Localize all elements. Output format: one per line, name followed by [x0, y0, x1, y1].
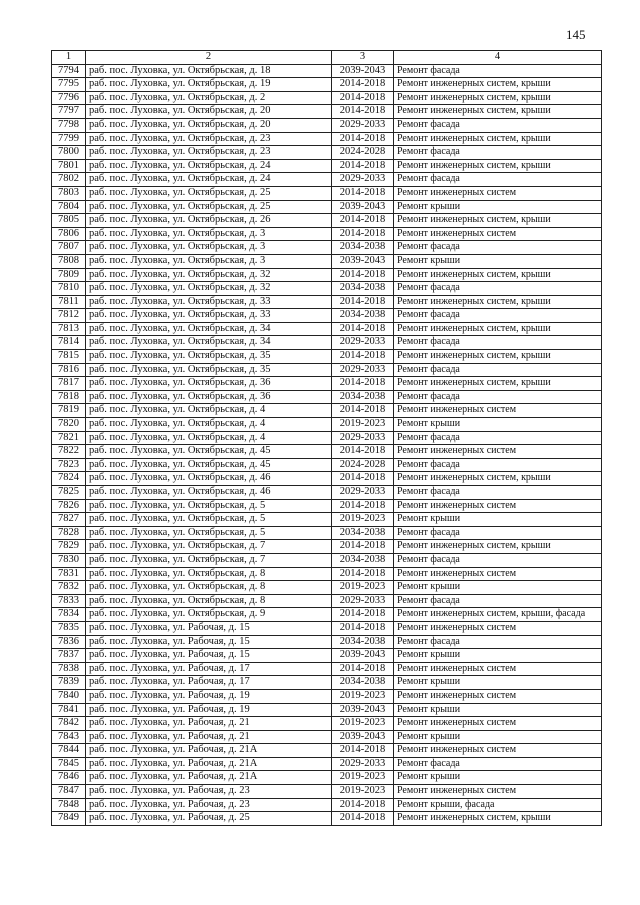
row-period: 2014-2018: [332, 798, 394, 812]
table-row: [52, 812, 602, 826]
row-number: 7817: [52, 377, 86, 391]
row-number: 7816: [52, 363, 86, 377]
table-row: [52, 200, 602, 214]
row-period: 2014-2018: [332, 377, 394, 391]
row-work-type: Ремонт фасада: [394, 390, 602, 404]
row-work-type: Ремонт фасада: [394, 241, 602, 255]
table-row: [52, 159, 602, 173]
row-address: раб. пос. Луховка, ул. Октябрьская, д. 19: [86, 78, 332, 92]
row-number: 7798: [52, 118, 86, 132]
table-row: [52, 581, 602, 595]
row-work-type: Ремонт фасада: [394, 594, 602, 608]
row-address: раб. пос. Луховка, ул. Октябрьская, д. 4: [86, 431, 332, 445]
row-period: 2029-2033: [332, 594, 394, 608]
row-period: 2014-2018: [332, 499, 394, 513]
row-work-type: Ремонт инженерных систем, крыши: [394, 91, 602, 105]
row-work-type: Ремонт инженерных систем, крыши: [394, 78, 602, 92]
row-address: раб. пос. Луховка, ул. Рабочая, д. 21: [86, 717, 332, 731]
row-work-type: Ремонт крыши: [394, 581, 602, 595]
table-row: [52, 390, 602, 404]
row-period: 2019-2023: [332, 513, 394, 527]
row-number: 7843: [52, 730, 86, 744]
row-work-type: Ремонт инженерных систем, крыши: [394, 377, 602, 391]
row-address: раб. пос. Луховка, ул. Октябрьская, д. 18: [86, 64, 332, 78]
row-address: раб. пос. Луховка, ул. Октябрьская, д. 33: [86, 309, 332, 323]
row-number: 7827: [52, 513, 86, 527]
table-row: [52, 377, 602, 391]
row-number: 7821: [52, 431, 86, 445]
row-work-type: Ремонт инженерных систем, крыши: [394, 350, 602, 364]
table-row: [52, 404, 602, 418]
row-work-type: Ремонт фасада: [394, 431, 602, 445]
row-period: 2029-2033: [332, 363, 394, 377]
table-row: [52, 486, 602, 500]
table-row: [52, 309, 602, 323]
table-row: [52, 295, 602, 309]
row-address: раб. пос. Луховка, ул. Рабочая, д. 19: [86, 703, 332, 717]
table-row: [52, 635, 602, 649]
row-address: раб. пос. Луховка, ул. Октябрьская, д. 7: [86, 553, 332, 567]
row-period: 2019-2023: [332, 771, 394, 785]
row-address: раб. пос. Луховка, ул. Октябрьская, д. 32: [86, 282, 332, 296]
row-period: 2014-2018: [332, 105, 394, 119]
row-number: 7841: [52, 703, 86, 717]
row-work-type: Ремонт фасада: [394, 486, 602, 500]
row-number: 7844: [52, 744, 86, 758]
row-address: раб. пос. Луховка, ул. Октябрьская, д. 3: [86, 241, 332, 255]
row-address: раб. пос. Луховка, ул. Рабочая, д. 25: [86, 812, 332, 826]
row-period: 2014-2018: [332, 214, 394, 228]
row-period: 2029-2033: [332, 173, 394, 187]
row-period: 2034-2038: [332, 553, 394, 567]
row-number: 7839: [52, 676, 86, 690]
row-address: раб. пос. Луховка, ул. Октябрьская, д. 4: [86, 404, 332, 418]
row-period: 2014-2018: [332, 227, 394, 241]
header-col-address: 2: [86, 51, 332, 65]
row-number: 7846: [52, 771, 86, 785]
row-address: раб. пос. Луховка, ул. Октябрьская, д. 8: [86, 581, 332, 595]
row-number: 7811: [52, 295, 86, 309]
row-address: раб. пос. Луховка, ул. Октябрьская, д. 32: [86, 268, 332, 282]
row-address: раб. пос. Луховка, ул. Октябрьская, д. 2: [86, 91, 332, 105]
row-address: раб. пос. Луховка, ул. Рабочая, д. 21А: [86, 744, 332, 758]
table-row: [52, 567, 602, 581]
row-number: 7820: [52, 418, 86, 432]
table-row: [52, 173, 602, 187]
registry-table: [51, 50, 602, 826]
row-work-type: Ремонт инженерных систем: [394, 662, 602, 676]
row-number: 7813: [52, 322, 86, 336]
row-address: раб. пос. Луховка, ул. Октябрьская, д. 34: [86, 336, 332, 350]
header-col-work-type: 4: [394, 51, 602, 65]
row-work-type: Ремонт крыши: [394, 676, 602, 690]
row-period: 2019-2023: [332, 785, 394, 799]
row-address: раб. пос. Луховка, ул. Рабочая, д. 15: [86, 621, 332, 635]
row-period: 2014-2018: [332, 350, 394, 364]
table-row: [52, 282, 602, 296]
row-address: раб. пос. Луховка, ул. Октябрьская, д. 3: [86, 227, 332, 241]
row-address: раб. пос. Луховка, ул. Октябрьская, д. 46: [86, 472, 332, 486]
row-work-type: Ремонт инженерных систем, крыши: [394, 159, 602, 173]
table-row: [52, 540, 602, 554]
row-number: 7835: [52, 621, 86, 635]
row-number: 7845: [52, 757, 86, 771]
table-row: [52, 214, 602, 228]
row-number: 7831: [52, 567, 86, 581]
table-row: [52, 798, 602, 812]
row-work-type: Ремонт фасада: [394, 146, 602, 160]
row-work-type: Ремонт инженерных систем: [394, 567, 602, 581]
row-period: 2014-2018: [332, 78, 394, 92]
table-row: [52, 785, 602, 799]
row-work-type: Ремонт инженерных систем, крыши: [394, 812, 602, 826]
row-period: 2034-2038: [332, 390, 394, 404]
row-address: раб. пос. Луховка, ул. Октябрьская, д. 24: [86, 159, 332, 173]
row-work-type: Ремонт инженерных систем, крыши: [394, 132, 602, 146]
row-period: 2039-2043: [332, 200, 394, 214]
row-number: 7834: [52, 608, 86, 622]
row-address: раб. пос. Луховка, ул. Октябрьская, д. 23: [86, 132, 332, 146]
row-period: 2014-2018: [332, 567, 394, 581]
row-period: 2034-2038: [332, 635, 394, 649]
row-address: раб. пос. Луховка, ул. Октябрьская, д. 23: [86, 146, 332, 160]
table-row: [52, 771, 602, 785]
row-period: 2029-2033: [332, 431, 394, 445]
row-work-type: Ремонт крыши: [394, 254, 602, 268]
row-number: 7840: [52, 689, 86, 703]
row-address: раб. пос. Луховка, ул. Октябрьская, д. 26: [86, 214, 332, 228]
row-period: 2014-2018: [332, 132, 394, 146]
row-work-type: Ремонт крыши: [394, 200, 602, 214]
row-address: раб. пос. Луховка, ул. Октябрьская, д. 46: [86, 486, 332, 500]
table-header: [52, 51, 602, 65]
row-address: раб. пос. Луховка, ул. Октябрьская, д. 4: [86, 418, 332, 432]
row-work-type: Ремонт инженерных систем: [394, 717, 602, 731]
row-address: раб. пос. Луховка, ул. Октябрьская, д. 45: [86, 458, 332, 472]
row-work-type: Ремонт инженерных систем, крыши: [394, 295, 602, 309]
row-work-type: Ремонт инженерных систем, крыши: [394, 214, 602, 228]
row-period: 2014-2018: [332, 812, 394, 826]
table-row: [52, 186, 602, 200]
row-work-type: Ремонт фасада: [394, 553, 602, 567]
table-body: [52, 64, 602, 825]
row-work-type: Ремонт инженерных систем: [394, 785, 602, 799]
row-number: 7809: [52, 268, 86, 282]
table-row: [52, 744, 602, 758]
table-row: [52, 268, 602, 282]
row-work-type: Ремонт инженерных систем, крыши, фасада: [394, 608, 602, 622]
row-work-type: Ремонт инженерных систем: [394, 689, 602, 703]
row-number: 7823: [52, 458, 86, 472]
row-number: 7838: [52, 662, 86, 676]
row-number: 7849: [52, 812, 86, 826]
row-work-type: Ремонт крыши, фасада: [394, 798, 602, 812]
row-address: раб. пос. Луховка, ул. Рабочая, д. 17: [86, 662, 332, 676]
table-row: [52, 363, 602, 377]
row-work-type: Ремонт фасада: [394, 336, 602, 350]
row-work-type: Ремонт фасада: [394, 458, 602, 472]
row-period: 2014-2018: [332, 186, 394, 200]
row-address: раб. пос. Луховка, ул. Рабочая, д. 17: [86, 676, 332, 690]
row-number: 7814: [52, 336, 86, 350]
page-number: 145: [566, 27, 586, 42]
row-number: 7848: [52, 798, 86, 812]
table-row: [52, 227, 602, 241]
table-row: [52, 91, 602, 105]
row-period: 2029-2033: [332, 757, 394, 771]
row-number: 7805: [52, 214, 86, 228]
row-number: 7847: [52, 785, 86, 799]
row-period: 2034-2038: [332, 282, 394, 296]
table-row: [52, 676, 602, 690]
table-row: [52, 132, 602, 146]
row-work-type: Ремонт крыши: [394, 649, 602, 663]
row-period: 2029-2033: [332, 118, 394, 132]
row-work-type: Ремонт фасада: [394, 64, 602, 78]
row-address: раб. пос. Луховка, ул. Рабочая, д. 19: [86, 689, 332, 703]
table-row: [52, 499, 602, 513]
row-address: раб. пос. Луховка, ул. Октябрьская, д. 25: [86, 186, 332, 200]
row-work-type: Ремонт фасада: [394, 526, 602, 540]
row-work-type: Ремонт крыши: [394, 703, 602, 717]
row-period: 2024-2028: [332, 458, 394, 472]
row-number: 7829: [52, 540, 86, 554]
row-number: 7795: [52, 78, 86, 92]
header-col-period: 3: [332, 51, 394, 65]
row-period: 2014-2018: [332, 91, 394, 105]
row-address: раб. пос. Луховка, ул. Рабочая, д. 21А: [86, 771, 332, 785]
row-address: раб. пос. Луховка, ул. Октябрьская, д. 3: [86, 254, 332, 268]
row-work-type: Ремонт инженерных систем, крыши: [394, 322, 602, 336]
row-number: 7825: [52, 486, 86, 500]
row-period: 2034-2038: [332, 526, 394, 540]
row-number: 7802: [52, 173, 86, 187]
table-row: [52, 662, 602, 676]
table-row: [52, 146, 602, 160]
row-period: 2014-2018: [332, 540, 394, 554]
table-row: [52, 594, 602, 608]
row-number: 7822: [52, 445, 86, 459]
row-number: 7804: [52, 200, 86, 214]
row-number: 7836: [52, 635, 86, 649]
row-period: 2014-2018: [332, 268, 394, 282]
table-row: [52, 64, 602, 78]
row-period: 2014-2018: [332, 608, 394, 622]
row-period: 2034-2038: [332, 676, 394, 690]
row-work-type: Ремонт инженерных систем: [394, 186, 602, 200]
row-period: 2014-2018: [332, 621, 394, 635]
row-address: раб. пос. Луховка, ул. Октябрьская, д. 5: [86, 513, 332, 527]
row-number: 7828: [52, 526, 86, 540]
row-work-type: Ремонт крыши: [394, 418, 602, 432]
row-number: 7803: [52, 186, 86, 200]
row-period: 2039-2043: [332, 254, 394, 268]
row-number: 7800: [52, 146, 86, 160]
row-number: 7806: [52, 227, 86, 241]
header-row: [52, 51, 602, 65]
row-period: 2034-2038: [332, 309, 394, 323]
row-work-type: Ремонт фасада: [394, 282, 602, 296]
row-period: 2024-2028: [332, 146, 394, 160]
row-period: 2019-2023: [332, 689, 394, 703]
row-number: 7812: [52, 309, 86, 323]
row-number: 7815: [52, 350, 86, 364]
row-work-type: Ремонт фасада: [394, 173, 602, 187]
row-period: 2039-2043: [332, 64, 394, 78]
row-work-type: Ремонт инженерных систем, крыши: [394, 540, 602, 554]
row-number: 7818: [52, 390, 86, 404]
row-work-type: Ремонт инженерных систем: [394, 744, 602, 758]
row-address: раб. пос. Луховка, ул. Октябрьская, д. 8: [86, 594, 332, 608]
row-address: раб. пос. Луховка, ул. Октябрьская, д. 36: [86, 377, 332, 391]
row-work-type: Ремонт инженерных систем: [394, 445, 602, 459]
row-number: 7819: [52, 404, 86, 418]
row-number: 7797: [52, 105, 86, 119]
row-period: 2039-2043: [332, 703, 394, 717]
row-number: 7796: [52, 91, 86, 105]
row-work-type: Ремонт инженерных систем, крыши: [394, 472, 602, 486]
table-row: [52, 431, 602, 445]
table-row: [52, 513, 602, 527]
row-work-type: Ремонт инженерных систем: [394, 621, 602, 635]
header-col-number: 1: [52, 51, 86, 65]
row-address: раб. пос. Луховка, ул. Рабочая, д. 23: [86, 798, 332, 812]
row-number: 7799: [52, 132, 86, 146]
row-number: 7842: [52, 717, 86, 731]
table-row: [52, 689, 602, 703]
row-number: 7808: [52, 254, 86, 268]
row-work-type: Ремонт фасада: [394, 635, 602, 649]
row-address: раб. пос. Луховка, ул. Октябрьская, д. 5: [86, 499, 332, 513]
table-row: [52, 78, 602, 92]
row-address: раб. пос. Луховка, ул. Рабочая, д. 21: [86, 730, 332, 744]
row-number: 7833: [52, 594, 86, 608]
table-row: [52, 336, 602, 350]
row-number: 7832: [52, 581, 86, 595]
row-address: раб. пос. Луховка, ул. Рабочая, д. 15: [86, 649, 332, 663]
table-row: [52, 608, 602, 622]
row-period: 2029-2033: [332, 336, 394, 350]
row-number: 7801: [52, 159, 86, 173]
row-work-type: Ремонт крыши: [394, 771, 602, 785]
row-address: раб. пос. Луховка, ул. Октябрьская, д. 9: [86, 608, 332, 622]
row-work-type: Ремонт фасада: [394, 118, 602, 132]
row-number: 7837: [52, 649, 86, 663]
row-period: 2034-2038: [332, 241, 394, 255]
row-work-type: Ремонт инженерных систем, крыши: [394, 268, 602, 282]
row-address: раб. пос. Луховка, ул. Рабочая, д. 15: [86, 635, 332, 649]
row-period: 2014-2018: [332, 322, 394, 336]
table-row: [52, 254, 602, 268]
row-number: 7807: [52, 241, 86, 255]
row-address: раб. пос. Луховка, ул. Октябрьская, д. 8: [86, 567, 332, 581]
table-row: [52, 730, 602, 744]
table-row: [52, 649, 602, 663]
row-period: 2039-2043: [332, 649, 394, 663]
table-row: [52, 458, 602, 472]
row-work-type: Ремонт фасада: [394, 309, 602, 323]
row-address: раб. пос. Луховка, ул. Октябрьская, д. 20: [86, 118, 332, 132]
table-row: [52, 717, 602, 731]
row-number: 7810: [52, 282, 86, 296]
row-work-type: Ремонт фасада: [394, 757, 602, 771]
table-row: [52, 241, 602, 255]
row-address: раб. пос. Луховка, ул. Октябрьская, д. 34: [86, 322, 332, 336]
table-row: [52, 418, 602, 432]
row-work-type: Ремонт крыши: [394, 730, 602, 744]
row-period: 2014-2018: [332, 445, 394, 459]
table-row: [52, 105, 602, 119]
row-address: раб. пос. Луховка, ул. Октябрьская, д. 35: [86, 350, 332, 364]
table-row: [52, 757, 602, 771]
table-row: [52, 445, 602, 459]
table-row: [52, 703, 602, 717]
row-address: раб. пос. Луховка, ул. Октябрьская, д. 24: [86, 173, 332, 187]
row-period: 2014-2018: [332, 472, 394, 486]
table-row: [52, 350, 602, 364]
row-work-type: Ремонт фасада: [394, 363, 602, 377]
row-period: 2019-2023: [332, 581, 394, 595]
row-period: 2014-2018: [332, 159, 394, 173]
row-work-type: Ремонт крыши: [394, 513, 602, 527]
table-row: [52, 118, 602, 132]
row-address: раб. пос. Луховка, ул. Октябрьская, д. 7: [86, 540, 332, 554]
table-row: [52, 526, 602, 540]
row-address: раб. пос. Луховка, ул. Октябрьская, д. 33: [86, 295, 332, 309]
row-period: 2014-2018: [332, 662, 394, 676]
table-row: [52, 472, 602, 486]
row-number: 7830: [52, 553, 86, 567]
row-period: 2029-2033: [332, 486, 394, 500]
row-period: 2019-2023: [332, 717, 394, 731]
row-address: раб. пос. Луховка, ул. Октябрьская, д. 25: [86, 200, 332, 214]
row-period: 2039-2043: [332, 730, 394, 744]
row-number: 7824: [52, 472, 86, 486]
row-address: раб. пос. Луховка, ул. Октябрьская, д. 45: [86, 445, 332, 459]
row-address: раб. пос. Луховка, ул. Октябрьская, д. 20: [86, 105, 332, 119]
table-row: [52, 621, 602, 635]
table-row: [52, 553, 602, 567]
row-address: раб. пос. Луховка, ул. Рабочая, д. 23: [86, 785, 332, 799]
row-work-type: Ремонт инженерных систем: [394, 227, 602, 241]
table-row: [52, 322, 602, 336]
row-number: 7794: [52, 64, 86, 78]
row-address: раб. пос. Луховка, ул. Октябрьская, д. 36: [86, 390, 332, 404]
row-period: 2019-2023: [332, 418, 394, 432]
row-address: раб. пос. Луховка, ул. Рабочая, д. 21А: [86, 757, 332, 771]
row-period: 2014-2018: [332, 295, 394, 309]
row-address: раб. пос. Луховка, ул. Октябрьская, д. 35: [86, 363, 332, 377]
row-number: 7826: [52, 499, 86, 513]
row-address: раб. пос. Луховка, ул. Октябрьская, д. 5: [86, 526, 332, 540]
row-work-type: Ремонт инженерных систем: [394, 404, 602, 418]
row-period: 2014-2018: [332, 404, 394, 418]
row-work-type: Ремонт инженерных систем, крыши: [394, 105, 602, 119]
row-work-type: Ремонт инженерных систем: [394, 499, 602, 513]
row-period: 2014-2018: [332, 744, 394, 758]
